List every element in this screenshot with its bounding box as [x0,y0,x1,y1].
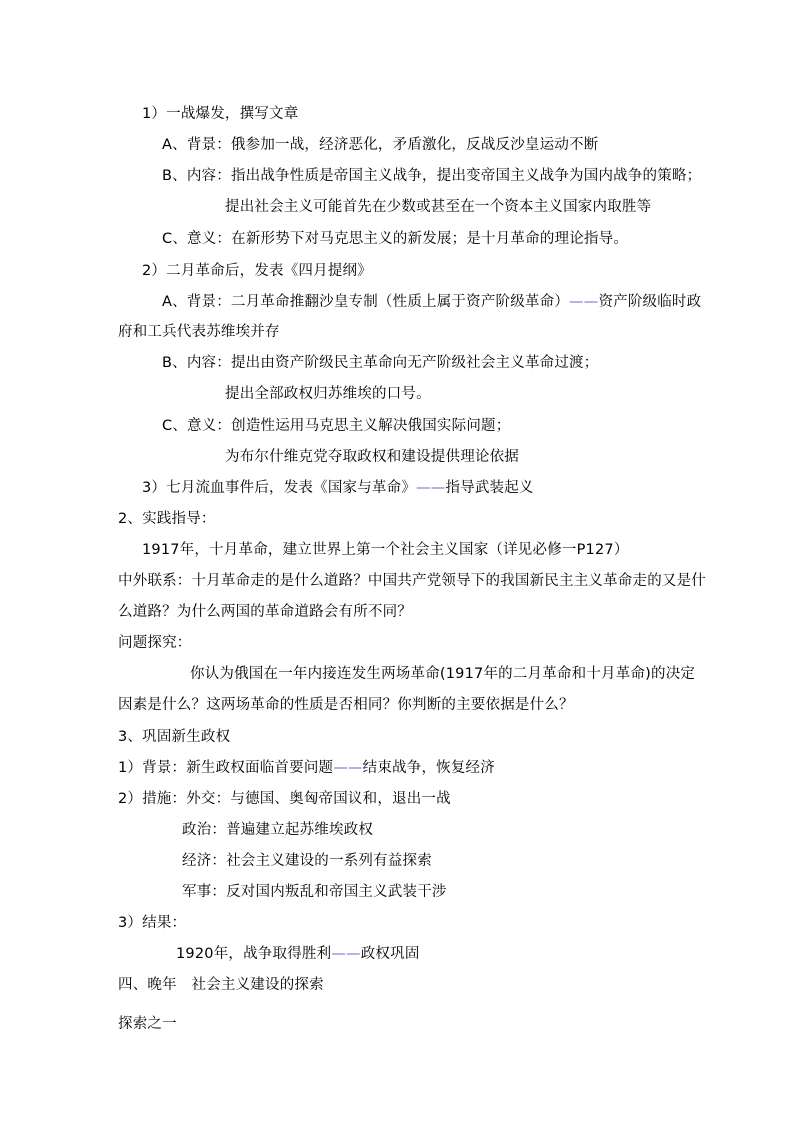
text-line: 提出社会主义可能首先在少数或甚至在一个资本主义国家内取胜等 [225,199,652,215]
dash-separator: —— [569,294,599,310]
text-line [162,292,701,312]
text-line [118,758,495,778]
text-segment: 1920年，战争取得胜利 [176,946,332,962]
text-line: 你认为俄国在一年内接连发生两场革命(1917年的二月革命和十月革命)的决定 [190,666,696,682]
section-heading: 3、巩固新生政权 [118,729,231,745]
text-line [142,478,534,498]
text-line: 探索之一 [118,1016,177,1032]
section-heading: 四、晚年 社会主义建设的探索 [118,977,324,993]
text-line: A、背景：俄参加一战，经济恶化，矛盾激化，反战反沙皇运动不断 [162,137,599,153]
text-line: 2）措施：外交：与德国、奥匈帝国议和，退出一战 [118,791,451,807]
text-segment: 1）背景：新生政权面临首要问题 [118,760,334,776]
text-segment: 政权巩固 [360,946,420,962]
text-line: 1917年，十月革命，建立世界上第一个社会主义国家（详见必修一P127） [142,542,629,558]
dash-separator: —— [333,760,363,776]
dash-separator: —— [416,480,446,496]
text-line: 中外联系：十月革命走的是什么道路？中国共产党领导下的我国新民主主义革命走的又是什 [118,573,706,589]
dash-separator: —— [331,946,361,962]
text-segment: 指导武装起义 [445,480,534,496]
text-line: 么道路？为什么两国的革命道路会有所不同？ [118,604,412,620]
text-line: B、内容：提出由资产阶级民主革命向无产阶级社会主义革命过渡； [162,355,599,371]
text-segment: 资产阶级临时政 [598,294,702,310]
text-line: 为布尔什维克党夺取政权和建设提供理论依据 [225,449,519,465]
text-segment: 结束战争，恢复经济 [362,760,495,776]
text-line: 军事：反对国内叛乱和帝国主义武装干涉 [182,884,447,900]
text-segment: A、背景：二月革命推翻沙皇专制（性质上属于资产阶级革命） [162,294,570,310]
text-line [176,944,420,964]
text-line: B、内容：指出战争性质是帝国主义战争，提出变帝国主义战争为国内战争的策略； [162,168,702,184]
text-line: 经济：社会主义建设的一系列有益探索 [182,853,432,869]
text-line: C、意义：创造性运用马克思主义解决俄国实际问题； [162,418,511,434]
text-line: 政治：普遍建立起苏维埃政权 [182,822,374,838]
text-segment: 3）七月流血事件后，发表《国家与革命》 [142,480,417,496]
section-heading: 2、实践指导： [118,511,216,527]
text-line: 提出全部政权归苏维埃的口号。 [225,386,431,402]
text-line: 2）二月革命后，发表《四月提纲》 [142,263,372,279]
text-line: C、意义：在新形势下对马克思主义的新发展；是十月革命的理论指导。 [162,231,629,247]
text-line: 府和工兵代表苏维埃并存 [118,324,280,340]
text-line: 1）一战爆发，撰写文章 [142,106,299,122]
text-line: 3）结果： [118,915,187,931]
text-line: 问题探究： [118,635,192,651]
text-line: 因素是什么？这两场革命的性质是否相同？你判断的主要依据是什么？ [118,697,574,713]
